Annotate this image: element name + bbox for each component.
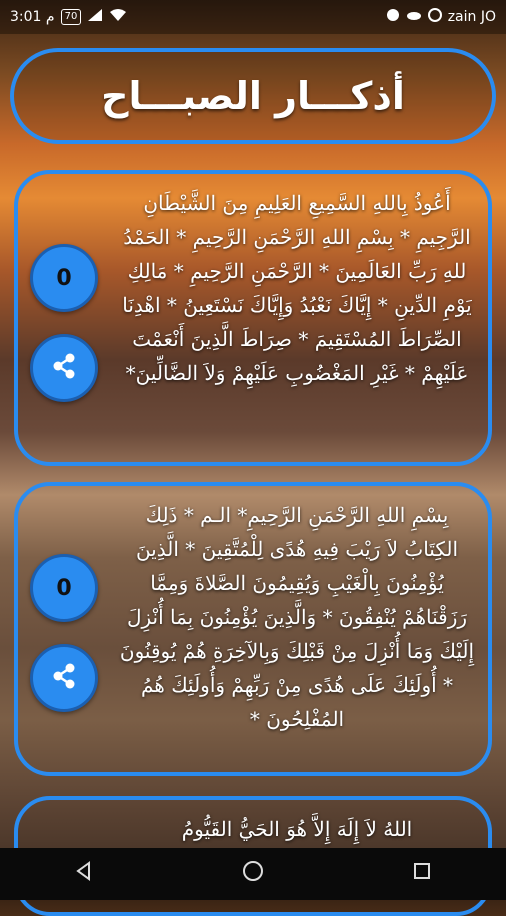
back-button[interactable] bbox=[64, 854, 104, 894]
zikr-card bbox=[14, 170, 492, 466]
zikr-card bbox=[14, 482, 492, 776]
status-right bbox=[386, 8, 496, 26]
wifi-icon bbox=[109, 8, 127, 26]
cloud-icon bbox=[406, 9, 422, 25]
navigation-bar bbox=[0, 848, 506, 900]
share-icon bbox=[48, 350, 80, 386]
zikr-text: أَعُوذُ بِاللهِ السَّمِيعِ العَلِيمِ مِنَ الشَّيْطَانِ الرَّجِيمِ * بِسْمِ اللهِ الرَّحْمَنِ الرَّحِيمِ * الحَمْدُ للهِ رَبِّ العَالَمِينَ * الرَّحْمَنِ الرَّحِيمِ * مَالِكِ يَوْمِ الدِّينِ * إِيَّاكَ نَعْبُدُ وَإِيَّاكَ نَسْتَعِينُ * اهْدِنَا الصِّرَاطَ المُسْتَقِيمَ * صِرَاطَ الَّذِينَ أَنْعَمْتَ عَلَيْهِمْ * غَيْرِ المَغْضُوبِ عَلَيْهِمْ وَلاَ الضَّالِّينَ* bbox=[122, 191, 472, 385]
recents-button[interactable] bbox=[402, 854, 442, 894]
whatsapp-icon bbox=[428, 8, 442, 26]
home-icon bbox=[242, 860, 264, 888]
clock: 3:01 م bbox=[10, 9, 55, 25]
counter-button[interactable] bbox=[30, 554, 98, 622]
counter-button[interactable] bbox=[30, 244, 98, 312]
page-header bbox=[10, 48, 496, 144]
carrier-name: zain JO bbox=[447, 9, 496, 25]
battery-icon: 70 bbox=[61, 9, 82, 25]
status-bar bbox=[0, 0, 506, 34]
signal-icon bbox=[87, 8, 103, 26]
home-button[interactable] bbox=[233, 854, 273, 894]
status-left bbox=[10, 8, 127, 26]
zikr-text: بِسْمِ اللهِ الرَّحْمَنِ الرَّحِيمِ* الـم * ذَلِكَ الكِتَابُ لاَ رَيْبَ فِيهِ هُدًى لِلْمُتَّقِينَ * الَّذِينَ يُؤْمِنُونَ بِالْغَيْبِ وَيُقِيمُونَ الصَّلاةَ وَمِمَّا رَزَقْنَاهُمْ يُنْفِقُونَ * وَالَّذِينَ يُؤْمِنُونَ بِمَا أُنْزِلَ إِلَيْكَ وَمَا أُنْزِلَ مِنْ قَبْلِكَ وَبِالآخِرَةِ هُمْ يُوقِنُونَ * أُولَئِكَ عَلَى هُدًى مِنْ رَبِّهِمْ وَأُولَئِكَ هُمُ المُفْلِحُونَ * bbox=[119, 503, 475, 731]
page-title: أذكـــار الصبـــاح bbox=[101, 74, 405, 118]
counter-value: 0 bbox=[56, 575, 72, 601]
messenger-icon bbox=[386, 8, 400, 26]
recents-icon bbox=[412, 861, 432, 887]
zikr-text: اللهُ لاَ إِلَهَ إِلاَّ هُوَ الحَيُّ القَيُّومُ bbox=[181, 817, 413, 841]
share-icon bbox=[48, 660, 80, 696]
share-button[interactable] bbox=[30, 644, 98, 712]
back-icon bbox=[74, 861, 94, 887]
counter-value: 0 bbox=[56, 265, 72, 291]
share-button[interactable] bbox=[30, 334, 98, 402]
